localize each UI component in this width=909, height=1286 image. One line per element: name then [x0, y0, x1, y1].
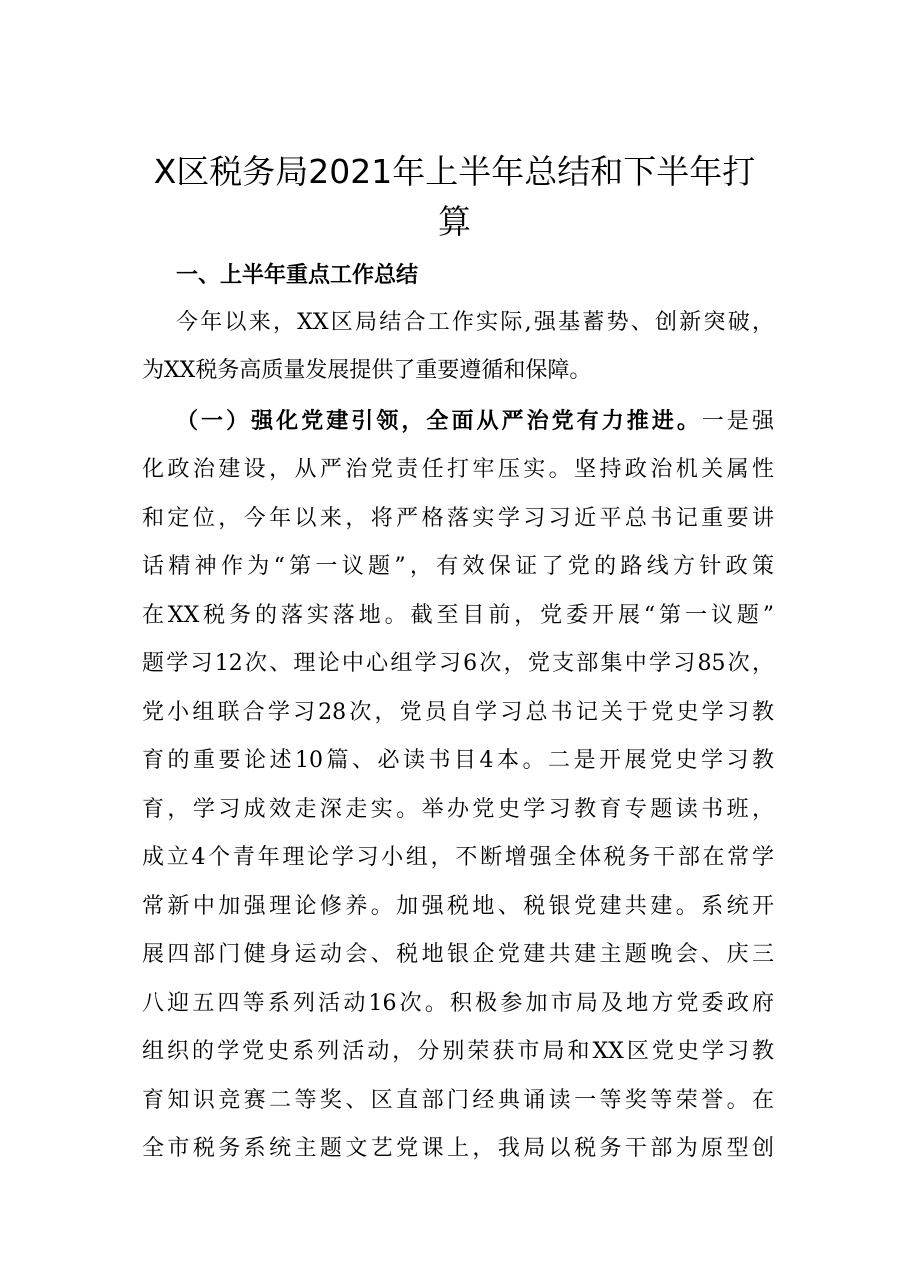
intro-line-2: 为XX税务高质量发展提供了重要遵循和保障。 — [142, 358, 592, 383]
paragraph-first-line — [176, 401, 774, 441]
paragraph-line: 育知识竞赛二等奖、区直部门经典诵读一等奖等荣誉。在 — [142, 1088, 774, 1113]
paragraph-line: 成立4个青年理论学习小组，不断增强全体税务干部在常学 — [142, 845, 774, 870]
section-heading: 一、上半年重点工作总结 — [176, 262, 419, 288]
paragraph-line: 话精神作为“第一议题”，有效保证了党的路线方针政策 — [142, 554, 774, 579]
intro-line-1: 今年以来，XX区局结合工作实际,强基蓄势、创新突破， — [176, 310, 774, 335]
paragraph-line: 化政治建设，从严治党责任打牢压实。坚持政治机关属性 — [142, 457, 774, 482]
paragraph-line: 展四部门健身运动会、税地银企党建共建主题晚会、庆三 — [142, 942, 774, 967]
document-title-line-1: X区税务局2021年上半年总结和下半年打 — [153, 152, 756, 191]
paragraph-line: 八迎五四等系列活动16次。积极参加市局及地方党委政府 — [142, 991, 774, 1016]
paragraph-line: 题学习12次、理论中心组学习6次，党支部集中学习85次， — [142, 651, 774, 676]
paragraph-line: 和定位，今年以来，将严格落实学习习近平总书记重要讲 — [142, 506, 774, 531]
document-title-line-2: 算 — [438, 202, 471, 241]
paragraph-line: 党小组联合学习28次，党员自学习总书记关于党史学习教 — [142, 700, 774, 725]
paragraph-line: 常新中加强理论修养。加强税地、税银党建共建。系统开 — [142, 894, 774, 919]
paragraph-line: 全市税务系统主题文艺党课上，我局以税务干部为原型创 — [142, 1136, 774, 1161]
paragraph-line: 育，学习成效走深走实。举办党史学习教育专题读书班， — [142, 797, 774, 822]
paragraph-first-line-rest: 一是强 — [701, 409, 774, 434]
paragraph-line: 育的重要论述10篇、必读书目4本。二是开展党史学习教 — [142, 748, 774, 773]
paragraph-line: 组织的学党史系列活动，分别荣获市局和XX区党史学习教 — [142, 1039, 774, 1064]
paragraph-line: 在XX税务的落实落地。截至目前，党委开展“第一议题” — [142, 603, 774, 628]
paragraph-bold-heading: （一）强化党建引领，全面从严治党有力推进。 — [176, 408, 702, 434]
